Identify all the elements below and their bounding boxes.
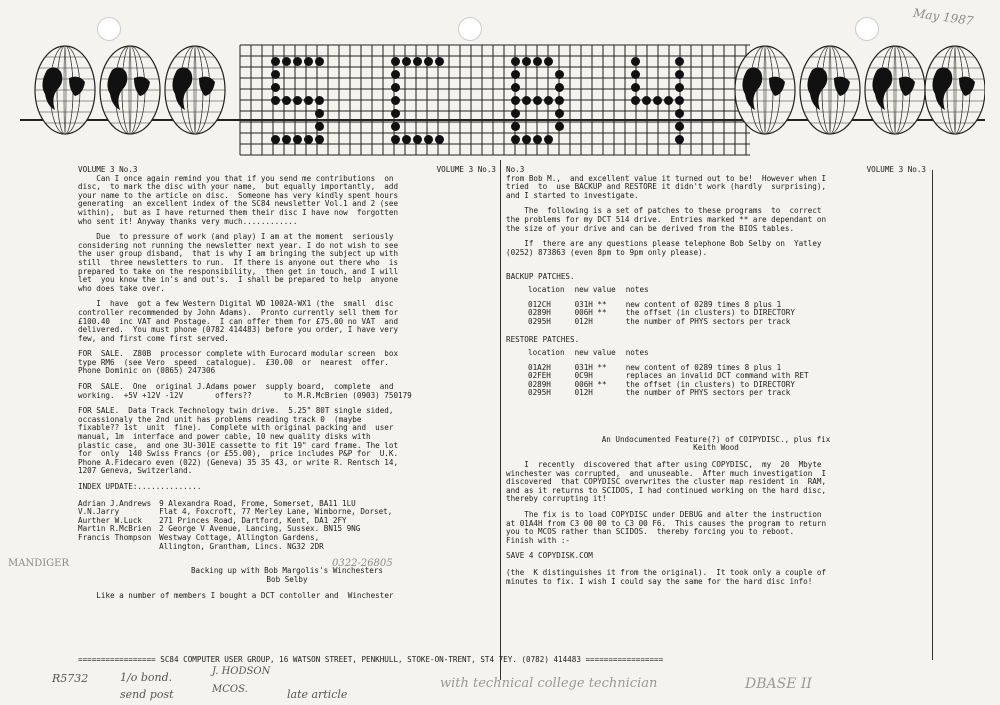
logo-dot <box>544 135 553 144</box>
logo-dot <box>511 109 520 118</box>
index-update-table <box>78 500 400 552</box>
for-sale-ad: FOR SALE. One original J.Adams power supply board, complete and working. +5V +12V -12V offers?? to M.R.McBrien (0903) 750179 <box>78 382 412 400</box>
globe-icon <box>925 46 985 134</box>
logo-dot <box>315 122 324 131</box>
logo-dot <box>435 135 444 144</box>
globe-icon <box>735 46 795 134</box>
handwritten-note: J. HODSON <box>212 666 271 677</box>
feature-author: Keith Wood <box>693 443 739 453</box>
restore-patch-row-cell: 01A2H <box>528 362 551 372</box>
logo-dot <box>391 83 400 92</box>
handwritten-note: with technical college technician <box>440 676 658 691</box>
feature-title: An Undocumented Feature(?) of COIPYDISC., plus fix <box>601 434 831 444</box>
handwritten-date: May 1987 <box>912 5 975 29</box>
index-entry <box>78 543 400 552</box>
backup-patch-row-cell: the number of PHYS sectors per track <box>625 316 791 326</box>
backup-patch-row-cell: 012H <box>574 316 593 326</box>
restore-patch-row <box>528 389 819 398</box>
logo-dot <box>402 57 411 66</box>
editorial-paragraph: Can I once again remind you that if you send me contributions on disc, to mark the disc with your name, but equally importantly, add your name to the article on disc. Someone has very kindly spent hours generating an excellent index of the SC84 newsletter Vol.1 and 2 (see within), but as I have returned them their disc I have now forgotten who sent it! Anyway thanks very much............ <box>78 173 399 226</box>
logo-dot <box>282 57 291 66</box>
handwritten-note: send post <box>120 688 174 701</box>
logo-dot <box>631 96 640 105</box>
logo-dot <box>304 96 313 105</box>
feature-paragraph: (the K distinguishes it from the original). It took only a couple of minutes to fix. I wish I could say the same for the hard disc info! <box>506 568 827 586</box>
logo-dot <box>631 70 640 79</box>
index-entry-cell: Westway Cottage, Allington Gardens, <box>159 532 320 542</box>
left-header-volume-right: VOLUME 3 No.3 <box>436 165 496 174</box>
logo-dot <box>544 57 553 66</box>
logo-dot <box>424 57 433 66</box>
feature-paragraph: I recently discovered that after using COPYDISC, my 20 Mbyte winchester was corrupted, and unuseable. After much investigation I discovered that COPYDISC overwrites the cluster map resident in RAM, and as it returns to SCIDOS, I had continued working on the hard disc, thereby corrupting it! <box>506 460 827 504</box>
for-sale-ad: FOR SALE. Z80B processor complete with Eurocard modular screen box type RM6 (see Vero speed catalogue). £30.00 or nearest offer. Phone Dominic on (0865) 247306 <box>78 349 399 376</box>
backup-patches-title: BACKUP PATCHES. <box>506 272 575 282</box>
left-column <box>78 166 496 608</box>
globe-icon <box>100 46 160 134</box>
logo-dot <box>544 96 553 105</box>
logo-dot <box>522 96 531 105</box>
punch-hole-middle <box>458 17 482 41</box>
page-edge-right <box>932 170 933 660</box>
backup-patch-row-cell: 012CH <box>528 299 551 309</box>
logo-dot <box>511 57 520 66</box>
punch-hole-left <box>97 17 121 41</box>
article-paragraph: from Bob M., and excellent value it turned out to be! However when I tried to use BACKUP and RESTORE it didn't work (hardly surprising), and I started to investigate. <box>506 173 827 200</box>
restore-patch-row-cell: new content of 0289 times 8 plus 1 <box>625 362 782 372</box>
article-title: Backing up with Bob Margolis's Winchesters <box>190 566 384 576</box>
logo-dot <box>293 96 302 105</box>
handwritten-note: 1/o bond. <box>120 671 173 684</box>
footer-address-line: ================= SC84 COMPUTER USER GROUP, 16 WATSON STREET, PENKHULL, STOKE-ON-TRENT, ST4 7EY. (0782) 414483 ================= <box>78 655 664 664</box>
handwritten-note: late article <box>287 688 348 701</box>
restore-patch-row-cell: 02FEH <box>528 371 551 381</box>
left-header-volume: VOLUME 3 No.3 <box>78 165 138 174</box>
column-header-location: location <box>528 347 565 357</box>
index-entry-cell: Flat 4, Foxcroft, 77 Merley Lane, Wimborne, Dorset, <box>159 507 393 517</box>
logo-dot <box>631 83 640 92</box>
logo-dot <box>282 135 291 144</box>
article-paragraph: Like a number of members I bought a DCT contoller and Winchester <box>78 591 394 601</box>
logo-dot <box>675 109 684 118</box>
logo-dot <box>391 57 400 66</box>
handwritten-margin-name: MANDIGER <box>8 558 69 569</box>
index-entry-cell: 271 Princes Road, Dartford, Kent, DA1 2FY <box>159 515 347 525</box>
index-update-title: INDEX UPDATE:.............. <box>78 482 202 491</box>
logo-dot <box>522 57 531 66</box>
handwritten-note: R5732 <box>52 672 89 685</box>
globe-icon <box>865 46 925 134</box>
logo-dot <box>282 96 291 105</box>
logo-dot <box>315 57 324 66</box>
column-divider <box>500 160 501 680</box>
right-column <box>506 166 926 593</box>
handwritten-index-phone: 0322-26805 <box>332 558 393 569</box>
logo-dot <box>555 109 564 118</box>
logo-dot <box>511 96 520 105</box>
logo-dot <box>555 83 564 92</box>
logo-dot <box>555 122 564 131</box>
punch-hole-right <box>855 17 879 41</box>
article-paragraph: If there are any questions please telephone Bob Selby on Yatley (0252) 873863 (even 8pm to 9pm only please). <box>506 239 822 257</box>
logo-dot <box>402 135 411 144</box>
logo-dot <box>413 135 422 144</box>
restore-patch-row-cell: the offset (in clusters) to DIRECTORY <box>625 379 795 389</box>
globe-icon <box>800 46 860 134</box>
logo-dot <box>391 122 400 131</box>
logo-dot <box>271 83 280 92</box>
globe-icon <box>165 46 225 134</box>
logo-dot <box>391 96 400 105</box>
restore-patch-row-cell: 0C9H <box>574 371 593 381</box>
logo-dot <box>435 57 444 66</box>
index-entry-cell: Adrian J.Andrews <box>78 498 152 508</box>
logo-dot <box>653 96 662 105</box>
editorial-paragraph: Due to pressure of work (and play) I am at the moment seriously considering not running the newsletter next year. I do not wish to see the user group disband, that is why I am bringing the subject up with still three newsletters to run. If there is anyone out there who is prepared to take on the responsibility, then get in touch, and I will let you know the in's and out's. I shall be prepared to help anyone who does take over. <box>78 232 399 293</box>
index-entry-cell: 2 George V Avenue, Lancing, Sussex. BN15 9NG <box>159 524 361 534</box>
column-header-new-value: new value <box>574 284 616 294</box>
index-entry-cell: 9 Alexandra Road, Frome, Somerset, BA11 1LU <box>159 498 356 508</box>
article-author: Bob Selby <box>266 574 308 584</box>
index-entry-cell: Aurther W.Luck <box>78 515 143 525</box>
logo-dot <box>315 135 324 144</box>
for-sale-ad: FOR SALE. Data Track Technology twin drive. 5.25" 80T single sided, occassionaly the 2nd unit has problems reading track 0 (maybe fixable?? 1st unit fine). Complete with original packing and user manual, 1m interface and power cable, 10 new quality disks with plastic case, and one 3U-301E cassette to fit 19" card frame. The lot for only 140 Swiss Francs (or £55.00), price includes P&P for U.K. Phone A.Fidecaro even (022) (Geneva) 35 35 43, or write R. Rentsch 14, 1207 Geneva, Switzerland. <box>78 406 399 476</box>
newsletter-banner <box>20 30 985 160</box>
logo-dot <box>555 70 564 79</box>
logo-dot <box>271 70 280 79</box>
backup-patch-row-cell: 006H ** <box>574 308 607 318</box>
restore-patches-table <box>528 349 819 398</box>
article-paragraph: The following is a set of patches to these programs to correct the problems for my DCT 514 drive. Entries marked ** are dependant on the size of your drive and can be derived from the BIOS tables. <box>506 206 827 233</box>
logo-dot <box>675 57 684 66</box>
logo-dot <box>675 96 684 105</box>
logo-dot <box>391 109 400 118</box>
column-header-new-value: new value <box>574 347 616 357</box>
backup-patches-table <box>528 286 805 326</box>
restore-patches-title: RESTORE PATCHES. <box>506 335 580 345</box>
save-command: SAVE 4 COPYDISK.COM <box>506 551 593 561</box>
globe-icon <box>35 46 95 134</box>
right-header-volume: VOLUME 3 No.3 <box>866 165 926 174</box>
logo-dot <box>511 135 520 144</box>
logo-dot <box>315 96 324 105</box>
logo-dot <box>413 57 422 66</box>
logo-dot <box>522 135 531 144</box>
logo-dot <box>675 122 684 131</box>
backup-patch-row-cell: 0295H <box>528 316 551 326</box>
restore-patch-row-cell: 012H <box>574 388 593 398</box>
logo-dot <box>664 96 673 105</box>
right-header-number: No.3 <box>506 165 525 174</box>
restore-patch-row-cell: 006H ** <box>574 379 607 389</box>
logo-dot <box>642 96 651 105</box>
index-entry-cell: V.N.Jarry <box>78 507 120 517</box>
logo-dot <box>511 70 520 79</box>
logo-dot <box>675 135 684 144</box>
backup-patch-row-cell: 031H ** <box>574 299 607 309</box>
handwritten-note: DBASE II <box>745 676 812 692</box>
index-entry-cell <box>78 543 159 552</box>
index-entry-cell: Martin R.McBrien <box>78 524 152 534</box>
restore-patch-row-cell: the number of PHYS sectors per track <box>625 388 791 398</box>
offer-paragraph: I have got a few Western Digital WD 1002A-WX1 (the small disc controller recommended by John Adams). Pronto currently sell them for £100.40 inc VAT and Postage. I can offer them for £75.00 no VAT and delivered. You must phone (0782 414483) before you order, I have very few, and first come first served. <box>78 299 399 343</box>
logo-dot <box>555 96 564 105</box>
feature-paragraph: The fix is to load COPYDISC under DEBUG and alter the instruction at 01A4H from C3 00 00 to C3 00 F6. This causes the program to return you to MCOS rather than SCIDOS. thereby forcing you to reboot. Finish with :- <box>506 510 827 545</box>
index-entry-cell: Allington, Grantham, Lincs. NG32 2DR <box>159 541 324 551</box>
logo-dot <box>293 135 302 144</box>
logo-dot <box>315 109 324 118</box>
column-header-location: location <box>528 284 565 294</box>
logo-dot <box>304 57 313 66</box>
logo-dot <box>271 135 280 144</box>
backup-patch-row-cell: 0289H <box>528 308 551 318</box>
backup-patch-row <box>528 318 805 327</box>
logo-dot <box>675 83 684 92</box>
logo-dot <box>271 96 280 105</box>
restore-patch-row-cell: 0295H <box>528 388 551 398</box>
logo-dot <box>675 70 684 79</box>
logo-dot <box>391 135 400 144</box>
logo-dot <box>293 57 302 66</box>
logo-dot <box>511 122 520 131</box>
backup-patch-row-cell: the offset (in clusters) to DIRECTORY <box>625 308 795 318</box>
logo-dot <box>391 70 400 79</box>
logo-dot <box>304 135 313 144</box>
logo-dot <box>533 135 542 144</box>
logo-dot <box>533 96 542 105</box>
restore-patch-row-cell: replaces an invalid DCT command with RET <box>625 371 809 381</box>
backup-patch-row-cell: new content of 0289 times 8 plus 1 <box>625 299 782 309</box>
logo-dot <box>511 83 520 92</box>
column-header-notes: notes <box>625 284 649 294</box>
restore-patch-row-cell: 031H ** <box>574 362 607 372</box>
logo-dot <box>424 135 433 144</box>
index-entry-cell: Francis Thompson <box>78 532 152 542</box>
logo-dot <box>533 57 542 66</box>
restore-patch-row-cell: 0289H <box>528 379 551 389</box>
column-header-notes: notes <box>625 347 649 357</box>
logo-dot <box>631 57 640 66</box>
logo-dot <box>271 57 280 66</box>
handwritten-note: MCOS. <box>212 684 248 695</box>
